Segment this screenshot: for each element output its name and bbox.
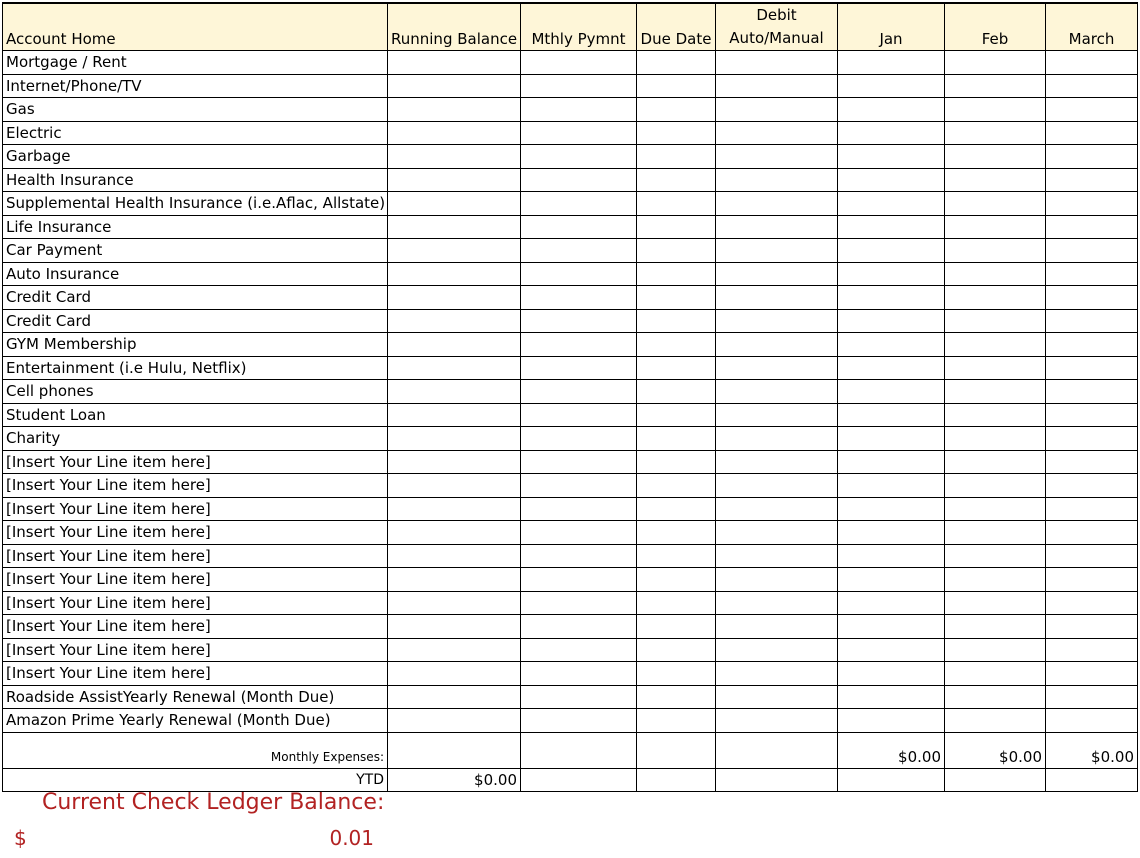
monthly-march-total[interactable]: $0.00 — [1046, 732, 1138, 768]
cell[interactable] — [945, 768, 1046, 791]
cell[interactable] — [1046, 497, 1138, 521]
cell[interactable] — [716, 403, 838, 427]
row-label[interactable]: [Insert Your Line item here] — [3, 615, 388, 639]
cell[interactable] — [1046, 450, 1138, 474]
row-label[interactable]: Credit Card — [3, 286, 388, 310]
cell[interactable] — [1046, 403, 1138, 427]
table-row — [3, 74, 1138, 98]
cell[interactable] — [716, 356, 838, 380]
cell[interactable] — [388, 427, 521, 451]
cell[interactable] — [637, 380, 716, 404]
ytd-label[interactable]: YTD — [3, 768, 388, 791]
row-label[interactable]: [Insert Your Line item here] — [3, 662, 388, 686]
cell[interactable] — [637, 145, 716, 169]
cell[interactable] — [521, 333, 637, 357]
cell[interactable] — [945, 121, 1046, 145]
table-row — [3, 380, 1138, 404]
cell[interactable] — [521, 380, 637, 404]
cell[interactable] — [1046, 74, 1138, 98]
cell[interactable] — [1046, 427, 1138, 451]
cell[interactable] — [716, 192, 838, 216]
cell[interactable] — [521, 286, 637, 310]
cell[interactable] — [521, 615, 637, 639]
cell[interactable] — [1046, 192, 1138, 216]
cell[interactable] — [838, 215, 945, 239]
cell[interactable] — [716, 309, 838, 333]
cell[interactable] — [945, 497, 1046, 521]
cell[interactable] — [521, 568, 637, 592]
cell[interactable] — [521, 768, 637, 791]
cell[interactable] — [521, 145, 637, 169]
cell[interactable] — [388, 168, 521, 192]
cell[interactable] — [388, 450, 521, 474]
cell[interactable] — [388, 74, 521, 98]
cell[interactable] — [716, 768, 838, 791]
cell[interactable] — [945, 309, 1046, 333]
cell[interactable] — [637, 638, 716, 662]
header-account[interactable]: Account Home — [3, 3, 388, 51]
cell[interactable] — [838, 497, 945, 521]
cell[interactable] — [521, 450, 637, 474]
cell[interactable] — [716, 168, 838, 192]
cell[interactable] — [521, 262, 637, 286]
cell[interactable] — [637, 568, 716, 592]
cell[interactable] — [945, 638, 1046, 662]
cell[interactable] — [388, 192, 521, 216]
cell[interactable] — [945, 74, 1046, 98]
row-label[interactable]: Car Payment — [3, 239, 388, 263]
cell[interactable] — [716, 709, 838, 733]
cell[interactable] — [716, 497, 838, 521]
cell[interactable] — [637, 121, 716, 145]
cell[interactable] — [637, 768, 716, 791]
cell[interactable] — [716, 638, 838, 662]
cell[interactable] — [637, 685, 716, 709]
cell[interactable] — [838, 286, 945, 310]
cell[interactable] — [521, 732, 637, 768]
cell[interactable] — [1046, 286, 1138, 310]
cell[interactable] — [637, 615, 716, 639]
cell[interactable] — [716, 98, 838, 122]
cell[interactable] — [521, 403, 637, 427]
cell[interactable] — [637, 309, 716, 333]
row-label[interactable]: Amazon Prime Yearly Renewal (Month Due) — [3, 709, 388, 733]
cell[interactable] — [945, 474, 1046, 498]
cell[interactable] — [838, 427, 945, 451]
cell[interactable] — [945, 215, 1046, 239]
table-row — [3, 591, 1138, 615]
cell[interactable] — [838, 638, 945, 662]
header-due-date[interactable]: Due Date — [637, 3, 716, 51]
cell[interactable] — [945, 356, 1046, 380]
row-label[interactable]: Internet/Phone/TV — [3, 74, 388, 98]
table-row — [3, 615, 1138, 639]
header-debit-line1: Debit — [756, 6, 797, 24]
cell[interactable] — [945, 615, 1046, 639]
cell[interactable] — [388, 51, 521, 75]
cell[interactable] — [521, 98, 637, 122]
check-ledger-balance-value[interactable]: 0.01 — [329, 826, 374, 850]
row-label[interactable]: Gas — [3, 98, 388, 122]
monthly-jan-total[interactable]: $0.00 — [838, 732, 945, 768]
cell[interactable] — [838, 768, 945, 791]
cell[interactable] — [1046, 239, 1138, 263]
cell[interactable] — [388, 356, 521, 380]
cell[interactable] — [838, 74, 945, 98]
cell[interactable] — [521, 638, 637, 662]
cell[interactable] — [838, 168, 945, 192]
cell[interactable] — [521, 51, 637, 75]
cell[interactable] — [637, 74, 716, 98]
row-label[interactable]: [Insert Your Line item here] — [3, 591, 388, 615]
header-monthly-payment[interactable]: Mthly Pymnt — [521, 3, 637, 51]
cell[interactable] — [838, 98, 945, 122]
cell[interactable] — [388, 333, 521, 357]
row-label[interactable]: Auto Insurance — [3, 262, 388, 286]
cell[interactable] — [388, 145, 521, 169]
cell[interactable] — [838, 521, 945, 545]
cell[interactable] — [838, 544, 945, 568]
cell[interactable] — [388, 638, 521, 662]
cell[interactable] — [521, 427, 637, 451]
cell[interactable] — [945, 450, 1046, 474]
cell[interactable] — [838, 662, 945, 686]
cell[interactable] — [1046, 474, 1138, 498]
row-label[interactable]: [Insert Your Line item here] — [3, 638, 388, 662]
cell[interactable] — [716, 685, 838, 709]
header-debit[interactable] — [716, 3, 838, 51]
monthly-expenses-row — [3, 732, 1138, 768]
cell[interactable] — [716, 521, 838, 545]
cell[interactable] — [838, 51, 945, 75]
cell[interactable] — [1046, 215, 1138, 239]
row-label[interactable]: Supplemental Health Insurance (i.e.Aflac, Allstate) — [3, 192, 388, 216]
table-row — [3, 98, 1138, 122]
cell[interactable] — [945, 662, 1046, 686]
cell[interactable] — [637, 662, 716, 686]
cell[interactable] — [945, 168, 1046, 192]
cell[interactable] — [1046, 262, 1138, 286]
cell[interactable] — [388, 239, 521, 263]
cell[interactable] — [945, 239, 1046, 263]
cell[interactable] — [716, 262, 838, 286]
table-row — [3, 192, 1138, 216]
cell[interactable] — [1046, 544, 1138, 568]
cell[interactable] — [1046, 685, 1138, 709]
table-row — [3, 309, 1138, 333]
cell[interactable] — [838, 615, 945, 639]
cell[interactable] — [1046, 333, 1138, 357]
cell[interactable] — [945, 544, 1046, 568]
cell[interactable] — [945, 380, 1046, 404]
table-row — [3, 51, 1138, 75]
cell[interactable] — [637, 98, 716, 122]
row-label[interactable]: Mortgage / Rent — [3, 51, 388, 75]
row-label[interactable]: [Insert Your Line item here] — [3, 474, 388, 498]
cell[interactable] — [838, 239, 945, 263]
monthly-feb-total[interactable]: $0.00 — [945, 732, 1046, 768]
row-label[interactable]: [Insert Your Line item here] — [3, 544, 388, 568]
cell[interactable] — [1046, 591, 1138, 615]
cell[interactable] — [1046, 615, 1138, 639]
row-label[interactable]: Credit Card — [3, 309, 388, 333]
table-row — [3, 168, 1138, 192]
cell[interactable] — [637, 709, 716, 733]
cell[interactable] — [521, 215, 637, 239]
cell[interactable] — [637, 403, 716, 427]
table-row — [3, 403, 1138, 427]
cell[interactable] — [716, 380, 838, 404]
cell[interactable] — [637, 51, 716, 75]
row-label[interactable]: Roadside AssistYearly Renewal (Month Due) — [3, 685, 388, 709]
cell[interactable] — [1046, 51, 1138, 75]
cell[interactable] — [637, 497, 716, 521]
cell[interactable] — [521, 74, 637, 98]
check-ledger-currency: $ — [14, 826, 27, 850]
row-label[interactable]: [Insert Your Line item here] — [3, 497, 388, 521]
cell[interactable] — [388, 709, 521, 733]
monthly-expenses-label[interactable]: Monthly Expenses: — [3, 732, 388, 768]
cell[interactable] — [1046, 568, 1138, 592]
cell[interactable] — [637, 591, 716, 615]
table-row — [3, 638, 1138, 662]
cell[interactable] — [637, 521, 716, 545]
cell[interactable] — [388, 497, 521, 521]
ytd-running-balance[interactable]: $0.00 — [388, 768, 521, 791]
cell[interactable] — [388, 662, 521, 686]
header-jan[interactable]: Jan — [838, 3, 945, 51]
cell[interactable] — [945, 591, 1046, 615]
cell[interactable] — [521, 709, 637, 733]
table-row — [3, 544, 1138, 568]
cell[interactable] — [838, 333, 945, 357]
cell[interactable] — [388, 403, 521, 427]
cell[interactable] — [521, 521, 637, 545]
cell[interactable] — [637, 474, 716, 498]
cell[interactable] — [637, 356, 716, 380]
table-row — [3, 474, 1138, 498]
cell[interactable] — [521, 685, 637, 709]
cell[interactable] — [1046, 309, 1138, 333]
cell[interactable] — [838, 403, 945, 427]
cell[interactable] — [388, 685, 521, 709]
cell[interactable] — [838, 450, 945, 474]
cell[interactable] — [945, 685, 1046, 709]
cell[interactable] — [716, 474, 838, 498]
cell[interactable] — [838, 145, 945, 169]
table-row — [3, 427, 1138, 451]
cell[interactable] — [1046, 168, 1138, 192]
cell[interactable] — [945, 286, 1046, 310]
table-row — [3, 333, 1138, 357]
cell[interactable] — [838, 192, 945, 216]
header-feb[interactable]: Feb — [945, 3, 1046, 51]
cell[interactable] — [521, 309, 637, 333]
check-ledger-balance-label: Current Check Ledger Balance: — [42, 790, 385, 815]
table-row — [3, 356, 1138, 380]
expense-rows — [3, 51, 1138, 733]
cell[interactable] — [716, 450, 838, 474]
cell[interactable] — [716, 591, 838, 615]
cell[interactable] — [716, 427, 838, 451]
cell[interactable] — [1046, 98, 1138, 122]
cell[interactable] — [637, 192, 716, 216]
cell[interactable] — [945, 333, 1046, 357]
row-label[interactable]: Garbage — [3, 145, 388, 169]
cell[interactable] — [388, 215, 521, 239]
cell[interactable] — [838, 709, 945, 733]
cell[interactable] — [521, 497, 637, 521]
table-row — [3, 121, 1138, 145]
row-label[interactable]: Entertainment (i.e Hulu, Netflix) — [3, 356, 388, 380]
cell[interactable] — [637, 215, 716, 239]
cell[interactable] — [716, 51, 838, 75]
table-row — [3, 662, 1138, 686]
cell[interactable] — [521, 168, 637, 192]
cell[interactable] — [388, 286, 521, 310]
table-row — [3, 709, 1138, 733]
cell[interactable] — [1046, 662, 1138, 686]
cell[interactable] — [637, 333, 716, 357]
cell[interactable] — [838, 591, 945, 615]
cell[interactable] — [521, 192, 637, 216]
table-row — [3, 239, 1138, 263]
cell[interactable] — [1046, 638, 1138, 662]
cell[interactable] — [945, 568, 1046, 592]
header-march[interactable]: March — [1046, 3, 1138, 51]
row-label[interactable]: Cell phones — [3, 380, 388, 404]
cell[interactable] — [388, 615, 521, 639]
cell[interactable] — [838, 474, 945, 498]
row-label[interactable]: Charity — [3, 427, 388, 451]
cell[interactable] — [716, 215, 838, 239]
cell[interactable] — [388, 380, 521, 404]
cell[interactable] — [388, 121, 521, 145]
cell[interactable] — [521, 662, 637, 686]
cell[interactable] — [1046, 380, 1138, 404]
cell[interactable] — [716, 286, 838, 310]
cell[interactable] — [388, 521, 521, 545]
cell[interactable] — [945, 192, 1046, 216]
cell[interactable] — [637, 450, 716, 474]
ytd-row — [3, 768, 1138, 791]
cell[interactable] — [716, 145, 838, 169]
cell[interactable] — [521, 591, 637, 615]
table-row — [3, 450, 1138, 474]
header-running-balance[interactable]: Running Balance — [388, 3, 521, 51]
cell[interactable] — [1046, 521, 1138, 545]
cell[interactable] — [716, 121, 838, 145]
cell[interactable] — [388, 474, 521, 498]
row-label[interactable]: Electric — [3, 121, 388, 145]
cell[interactable] — [945, 521, 1046, 545]
row-label[interactable]: [Insert Your Line item here] — [3, 450, 388, 474]
row-label[interactable]: Life Insurance — [3, 215, 388, 239]
cell[interactable] — [716, 333, 838, 357]
cell[interactable] — [388, 262, 521, 286]
cell[interactable] — [716, 239, 838, 263]
cell[interactable] — [1046, 121, 1138, 145]
cell[interactable] — [838, 568, 945, 592]
header-debit-line2: Auto/Manual — [729, 29, 824, 47]
cell[interactable] — [945, 709, 1046, 733]
row-label[interactable]: [Insert Your Line item here] — [3, 568, 388, 592]
table-row — [3, 262, 1138, 286]
cell[interactable] — [716, 732, 838, 768]
cell[interactable] — [637, 544, 716, 568]
cell[interactable] — [388, 732, 521, 768]
cell[interactable] — [388, 568, 521, 592]
cell[interactable] — [945, 51, 1046, 75]
cell[interactable] — [838, 356, 945, 380]
cell[interactable] — [521, 121, 637, 145]
table-row — [3, 286, 1138, 310]
cell[interactable] — [521, 544, 637, 568]
table-row — [3, 497, 1138, 521]
cell[interactable] — [716, 662, 838, 686]
cell[interactable] — [716, 615, 838, 639]
cell[interactable] — [716, 568, 838, 592]
cell[interactable] — [838, 380, 945, 404]
table-row — [3, 521, 1138, 545]
table-row — [3, 685, 1138, 709]
cell[interactable] — [521, 239, 637, 263]
cell[interactable] — [637, 239, 716, 263]
cell[interactable] — [388, 544, 521, 568]
cell[interactable] — [637, 262, 716, 286]
cell[interactable] — [945, 427, 1046, 451]
cell[interactable] — [388, 591, 521, 615]
cell[interactable] — [637, 427, 716, 451]
cell[interactable] — [945, 98, 1046, 122]
cell[interactable] — [716, 74, 838, 98]
cell[interactable] — [521, 356, 637, 380]
cell[interactable] — [388, 309, 521, 333]
cell[interactable] — [945, 262, 1046, 286]
cell[interactable] — [521, 474, 637, 498]
table-row — [3, 145, 1138, 169]
cell[interactable] — [838, 309, 945, 333]
row-label[interactable]: Health Insurance — [3, 168, 388, 192]
cell[interactable] — [945, 403, 1046, 427]
row-label[interactable]: GYM Membership — [3, 333, 388, 357]
cell[interactable] — [1046, 768, 1138, 791]
cell[interactable] — [637, 168, 716, 192]
header-row — [3, 3, 1138, 51]
cell[interactable] — [1046, 356, 1138, 380]
cell[interactable] — [838, 262, 945, 286]
table-row — [3, 568, 1138, 592]
budget-table — [2, 2, 1138, 792]
cell[interactable] — [1046, 145, 1138, 169]
cell[interactable] — [838, 685, 945, 709]
cell[interactable] — [388, 98, 521, 122]
table-row — [3, 215, 1138, 239]
cell[interactable] — [945, 145, 1046, 169]
row-label[interactable]: Student Loan — [3, 403, 388, 427]
cell[interactable] — [838, 121, 945, 145]
cell[interactable] — [1046, 709, 1138, 733]
cell[interactable] — [637, 732, 716, 768]
cell[interactable] — [637, 286, 716, 310]
row-label[interactable]: [Insert Your Line item here] — [3, 521, 388, 545]
cell[interactable] — [716, 544, 838, 568]
